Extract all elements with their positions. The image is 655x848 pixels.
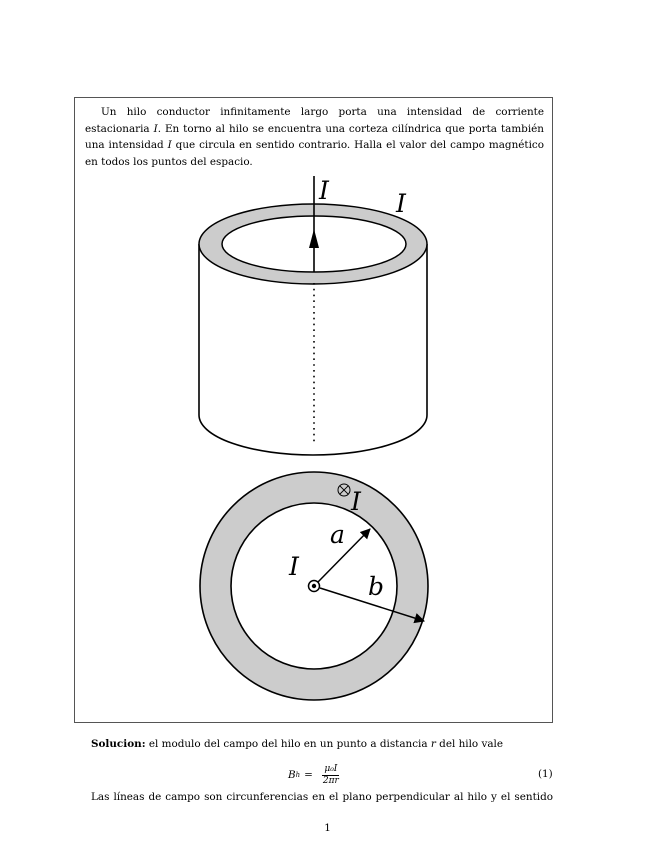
wire-current-label-top: I <box>289 552 299 581</box>
solution-paragraph: Solucion: el modulo del campo del hilo en un punto a distancia r del hilo vale <box>91 738 504 750</box>
current-out-of-page-icon <box>309 581 320 592</box>
page-number: 1 <box>324 822 331 834</box>
wire-current-label: I <box>319 176 329 205</box>
problem-statement: Un hilo conductor infinitamente largo porta una intensidad de corriente estacionaria I. En torno al hilo se encuentra una corteza cilíndrica que porta también una intensidad I que circula en sentido contrario. Halla el valor del campo magnético en todos los puntos del espacio. <box>85 106 544 168</box>
shell-current-label-top: I <box>351 487 361 516</box>
current-arrow-icon <box>309 229 319 248</box>
shell-current-label: I <box>396 189 406 218</box>
solution-heading: Solucion: <box>91 738 146 750</box>
equation-1: B h = $\frac{\text{μ₀I}}{2\pi r}$ (1) <box>288 763 553 786</box>
equation-fraction: $\frac{\text{μ₀I}}{2\pi r}$ <box>322 763 339 786</box>
continuation-text: Las líneas de campo son circunferencias en el plano perpendicular al hilo y el sentido <box>91 791 553 803</box>
equation-number: (1) <box>538 768 553 780</box>
radius-a-label: a <box>330 520 345 549</box>
radius-b-label: b <box>368 572 385 601</box>
